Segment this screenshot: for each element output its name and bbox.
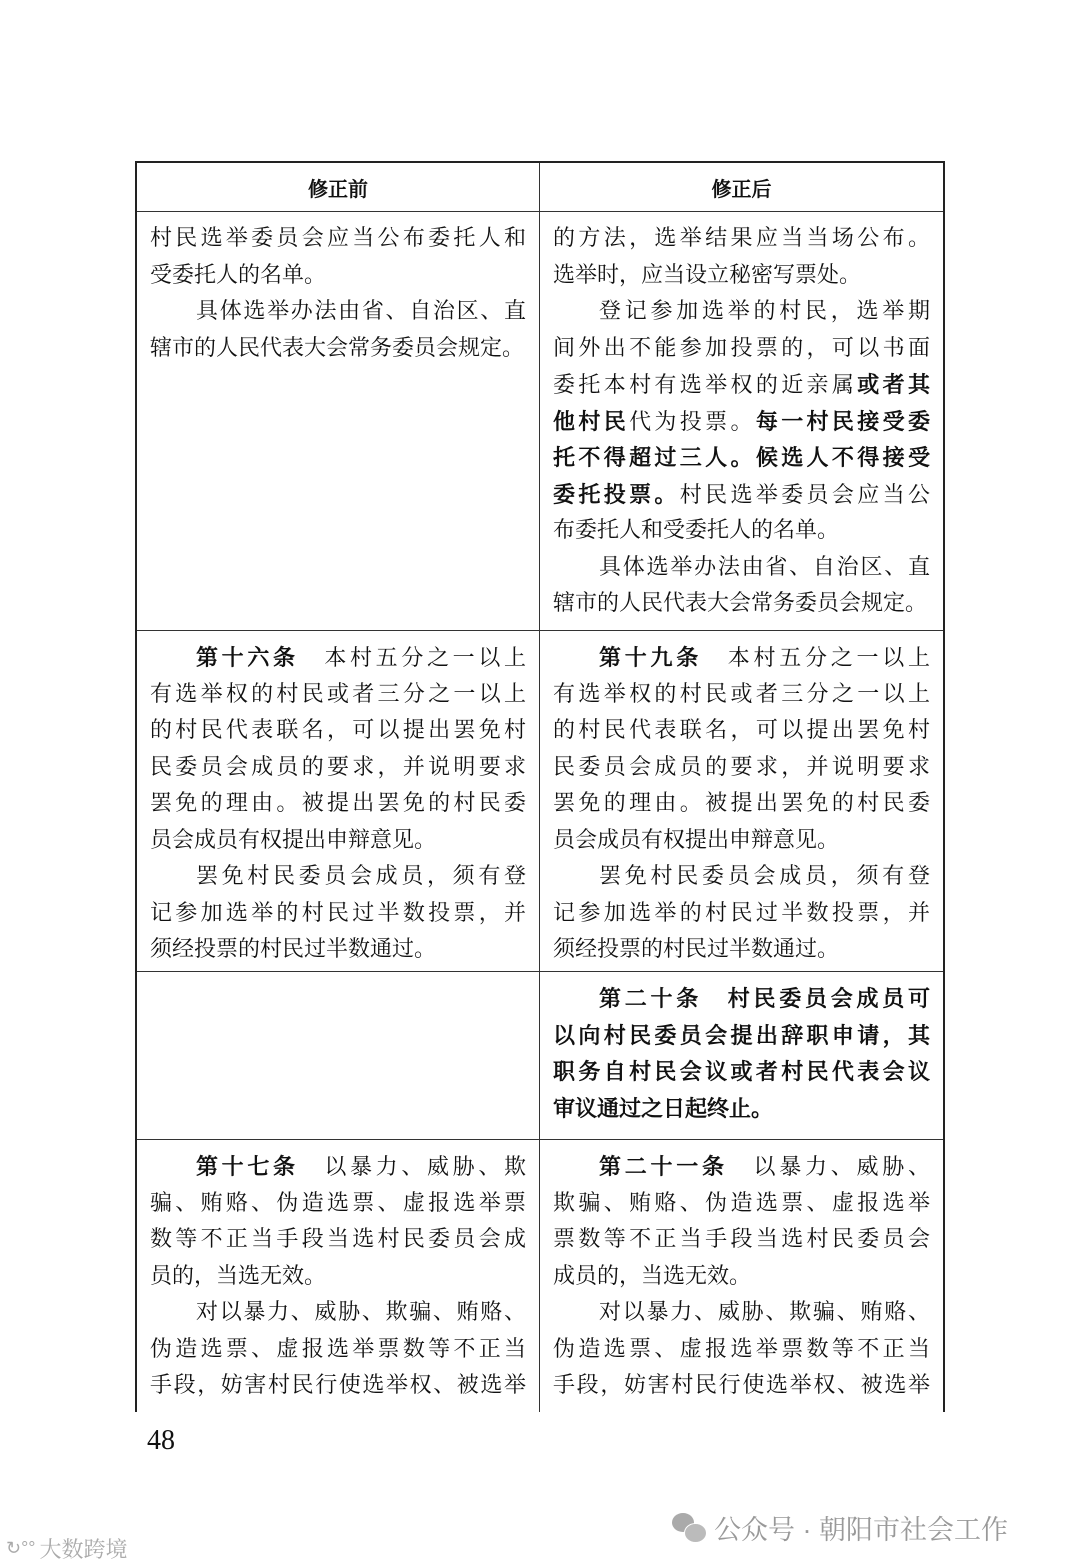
text-line [553,477,930,514]
text: 对以暴力、威胁、欺骗、贿赂、 [196,1300,526,1325]
text: 员会成员有权提出申辩意见。 [150,827,437,853]
text-line [150,750,526,787]
text-line [553,586,930,623]
text: 辖市的人民代表大会常务委员会规定。 [150,335,525,361]
text-line [150,640,526,677]
text: 有选举权的村民或者三分之一以上 [150,681,526,707]
text-line [553,677,930,714]
text-line [553,713,930,750]
text: 辖市的人民代表大会常务委员会规定。 [553,591,928,616]
text-line [553,823,930,860]
cell-before [137,1140,540,1412]
text: 骗、贿赂、伪造选票、虚报选举票 [150,1190,526,1216]
text-line [553,786,930,823]
text: 受委托人的名单。 [150,262,327,288]
table-header-row [137,163,943,212]
text: 罢免的理由。被提出罢免的村民委 [150,791,526,816]
text-line [150,1149,526,1186]
text: 的村民代表联名，可以提出罢免村 [150,718,526,743]
text: 民委员会成员的要求，并说明要求 [150,754,526,780]
text: 对以暴力、威胁、欺骗、贿赂、 [599,1300,930,1325]
text-line [553,440,930,477]
text-line [150,1332,526,1369]
bold-text: 每一村民接受委 [755,408,930,435]
cell-after [540,212,943,630]
header-before: 修正前 [137,163,540,211]
cell-after [540,631,943,971]
text-line [553,404,930,441]
cell-after [540,972,943,1139]
text-line [553,258,930,295]
text-line [553,1295,930,1332]
text: 伪造选票、虚报选举票数等不正当 [553,1336,930,1362]
text-line [150,677,526,714]
bold-text: 第十九条 [599,645,702,671]
logo-text: 大数跨境 [39,1537,128,1562]
text-line [553,896,930,933]
text-line [553,1259,930,1296]
cell-before [137,972,540,1139]
wechat-watermark [672,1508,1008,1547]
text-line [150,896,526,933]
bold-text: 第十六条 [196,645,299,671]
bold-text: 或者其 [857,372,930,398]
text: 须经投票的村民过半数通过。 [553,937,840,962]
text: 欺骗、贿赂、伪造选票、虚报选举 [553,1190,930,1216]
text-line [150,1259,526,1296]
bold-text: 委托投票。 [553,481,680,508]
text-line [553,550,930,587]
text-line [150,786,526,823]
wechat-account-text: 公众号 · 朝阳市社会工作 [714,1515,1008,1545]
table-row [137,972,943,1140]
text-line [150,258,526,295]
bold-text: 托不得超过三人。候选人不得接受 [553,445,930,471]
text: 有选举权的村民或者三分之一以上 [553,681,930,707]
bold-text: 第二十条 村民委员会成员可 [599,986,930,1012]
text: 本村五分之一以上 [702,646,930,671]
text-line [150,294,526,331]
logo-watermark [6,1533,128,1564]
text-line [553,859,930,896]
text-line [150,1222,526,1259]
text: 罢免村民委员会成员，须有登 [196,864,526,889]
text: 布委托人和受委托人的名单。 [553,518,840,543]
text-line [150,823,526,860]
text-line [553,932,930,969]
cell-before [137,212,540,630]
bold-text: 第二十一条 [599,1154,728,1180]
text: 委托本村有选举权的近亲属 [553,373,858,398]
text: 具体选举办法由省、自治区、直 [599,554,930,580]
text: 以暴力、威胁、欺 [298,1155,526,1180]
text: 登记参加选举的村民，选举期 [599,299,930,324]
text: 数等不正当手段当选村民委员会成 [150,1227,526,1252]
text-line [553,1332,930,1369]
text: 员的，当选无效。 [150,1263,327,1289]
table-row [137,212,943,631]
text-line [150,1295,526,1332]
text: 村民选举委员会应当公布委托人和 [150,226,526,251]
bold-text: 审议通过之日起终止。 [553,1095,774,1122]
text: 本村五分之一以上 [298,646,526,671]
bold-text: 职务自村民会议或者村民代表会议 [553,1059,930,1085]
text: 代为投票。 [629,409,756,435]
text: 以暴力、威胁、 [727,1155,930,1180]
text-line [553,221,930,258]
text-line [553,1054,930,1091]
text-line [553,640,930,677]
bold-text: 以向村民委员会提出辞职申请，其 [553,1022,930,1049]
bold-text: 第十七条 [196,1154,299,1180]
text: 间外出不能参加投票的，可以书面 [553,335,930,361]
text-line [553,1091,930,1128]
text-line [150,1368,526,1405]
logo-icon: ↻°° [6,1538,36,1558]
text: 的村民代表联名，可以提出罢免村 [553,718,930,743]
text-line [553,367,930,404]
text-line [150,713,526,750]
text-line [553,294,930,331]
cell-after [540,1140,943,1412]
text: 选举时，应当设立秘密写票处。 [553,262,862,288]
text-line [553,513,930,550]
text-line [553,981,930,1018]
text: 票数等不正当手段当选村民委员会 [553,1227,930,1252]
text: 手段，妨害村民行使选举权、被选举 [553,1373,930,1398]
text: 成员的，当选无效。 [553,1263,752,1289]
page-number: 48 [147,1425,175,1456]
text-line [553,1368,930,1405]
text: 罢免的理由。被提出罢免的村民委 [553,791,930,816]
table-row [137,631,943,972]
text: 罢免村民委员会成员，须有登 [599,864,930,889]
text: 记参加选举的村民过半数投票，并 [150,900,526,926]
text-line [150,932,526,969]
table-row [137,1140,943,1412]
text-line [150,859,526,896]
text: 民委员会成员的要求，并说明要求 [553,754,930,780]
text: 伪造选票、虚报选举票数等不正当 [150,1336,526,1362]
text-line [553,331,930,368]
text-line [553,1018,930,1055]
text-line [150,221,526,258]
comparison-table [135,161,945,1412]
text-line [553,1186,930,1223]
text-line [553,750,930,787]
text: 记参加选举的村民过半数投票，并 [553,900,930,926]
text: 的方法，选举结果应当当场公布。 [553,226,930,251]
cell-before [137,631,540,971]
text: 须经投票的村民过半数通过。 [150,937,437,962]
wechat-icon [672,1513,706,1543]
text-line [150,331,526,368]
header-after: 修正后 [711,176,772,201]
text: 村民选举委员会应当公 [679,482,930,508]
text-line [553,1222,930,1259]
text-line [150,1186,526,1223]
bold-text: 他村民 [553,408,630,435]
text: 手段，妨害村民行使选举权、被选举 [150,1373,526,1398]
text-line [553,1149,930,1186]
text: 员会成员有权提出申辩意见。 [553,827,840,853]
text: 具体选举办法由省、自治区、直 [196,299,526,324]
